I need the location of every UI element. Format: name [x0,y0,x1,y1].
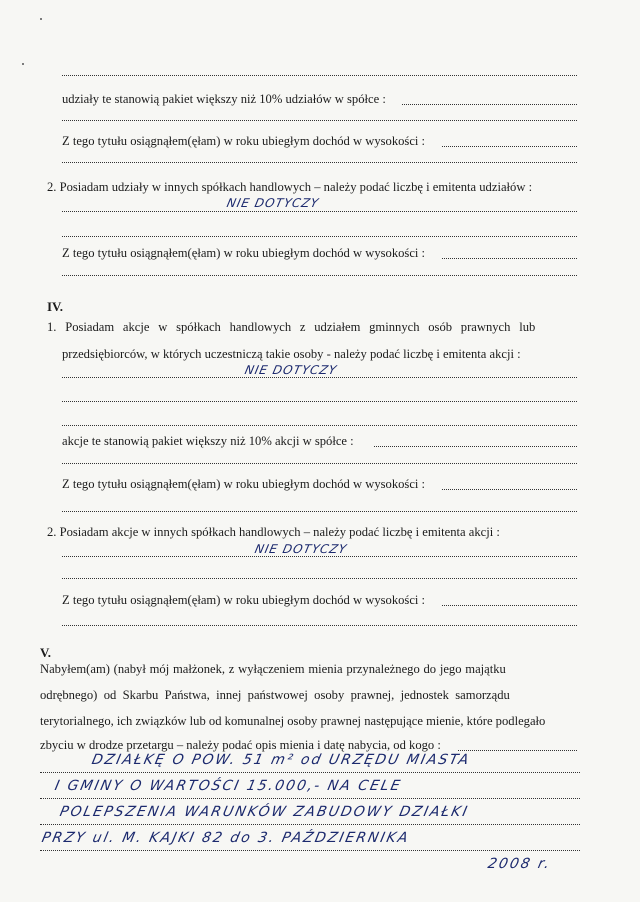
answer-line [374,446,577,447]
property-text-line-3: terytorialnego, ich związków lub od komunalnej osoby prawnej następujące mienie, które podlegało [40,714,546,728]
handwritten-property-line-5: 2008 r. [486,856,553,872]
handwritten-property-line-4: PRZY ul. M. KAJKI 82 do 3. PAŹDZIERNIKA [40,830,412,846]
blank-line [62,463,577,464]
shares-item-1-line-1: 1. Posiadam akcje w spółkach handlowych z udziałem gminnych osób prawnych lub [47,320,536,334]
handwritten-answer: NIE DOTYCZY [243,363,339,377]
income-text: Z tego tytułu osiągnąłem(ęłam) w roku ubiegłym dochód w wysokości : [62,477,426,491]
answer-line [458,750,577,751]
answer-line [442,489,577,490]
answer-line [40,824,580,825]
stock-block-text: akcje te stanowią pakiet większy niż 10% akcji w spółce : [62,434,354,448]
scan-speck [22,63,24,65]
blank-line [62,120,577,121]
section-heading-v: V. [40,645,51,660]
other-shares-item: 2. Posiadam udziały w innych spółkach handlowych – należy podać liczbę i emitenta udziałów : [47,180,533,194]
shares-block-text: udziały te stanowią pakiet większy niż 10% udziałów w spółce : [62,92,386,106]
blank-line [62,236,577,237]
property-text-line-1: Nabyłem(am) (nabył mój małżonek, z wyłączeniem mienia przynależnego do jego majątku [40,662,506,676]
section-heading-iv: IV. [47,299,64,314]
income-text: Z tego tytułu osiągnąłem(ęłam) w roku ubiegłym dochód w wysokości : [62,246,426,260]
blank-line [62,511,577,512]
handwritten-property-line-2: I GMINY O WARTOŚCI 15.000,- NA CELE [53,778,404,794]
answer-line [40,798,580,799]
income-text: Z tego tytułu osiągnąłem(ęłam) w roku ubiegłym dochód w wysokości : [62,134,426,148]
answer-line [62,556,577,557]
answer-line [402,104,577,105]
handwritten-answer: NIE DOTYCZY [225,196,321,210]
answer-line [442,258,577,259]
other-stock-item: 2. Posiadam akcje w innych spółkach handlowych – należy podać liczbę i emitenta akcji : [47,525,500,539]
answer-line [442,605,577,606]
shares-item-1-line-2: przedsiębiorców, w których uczestniczą takie osoby - należy podać liczbę i emitenta akcji : [62,347,521,361]
blank-line [62,75,577,76]
scan-speck [40,18,42,20]
blank-line [62,162,577,163]
answer-line [442,146,577,147]
property-text-line-4: zbyciu w drodze przetargu – należy podać opis mienia i datę nabycia, od kogo : [40,738,441,752]
income-text: Z tego tytułu osiągnąłem(ęłam) w roku ubiegłym dochód w wysokości : [62,593,426,607]
handwritten-property-line-3: POLEPSZENIA WARUNKÓW ZABUDOWY DZIAŁKI [58,804,471,820]
answer-line [40,772,580,773]
blank-line [62,401,577,402]
blank-line [62,275,577,276]
handwritten-property-line-1: DZIAŁKĘ O POW. 51 m² od URZĘDU MIASTA [90,752,472,768]
property-text-line-2: odrębnego) od Skarbu Państwa, innej państwowej osoby prawnej, jednostek samorządu [40,688,510,702]
answer-line [62,211,577,212]
blank-line [62,625,577,626]
blank-line [62,425,577,426]
blank-line [62,578,577,579]
answer-line [40,850,580,851]
answer-line [62,377,577,378]
handwritten-answer: NIE DOTYCZY [253,542,349,556]
